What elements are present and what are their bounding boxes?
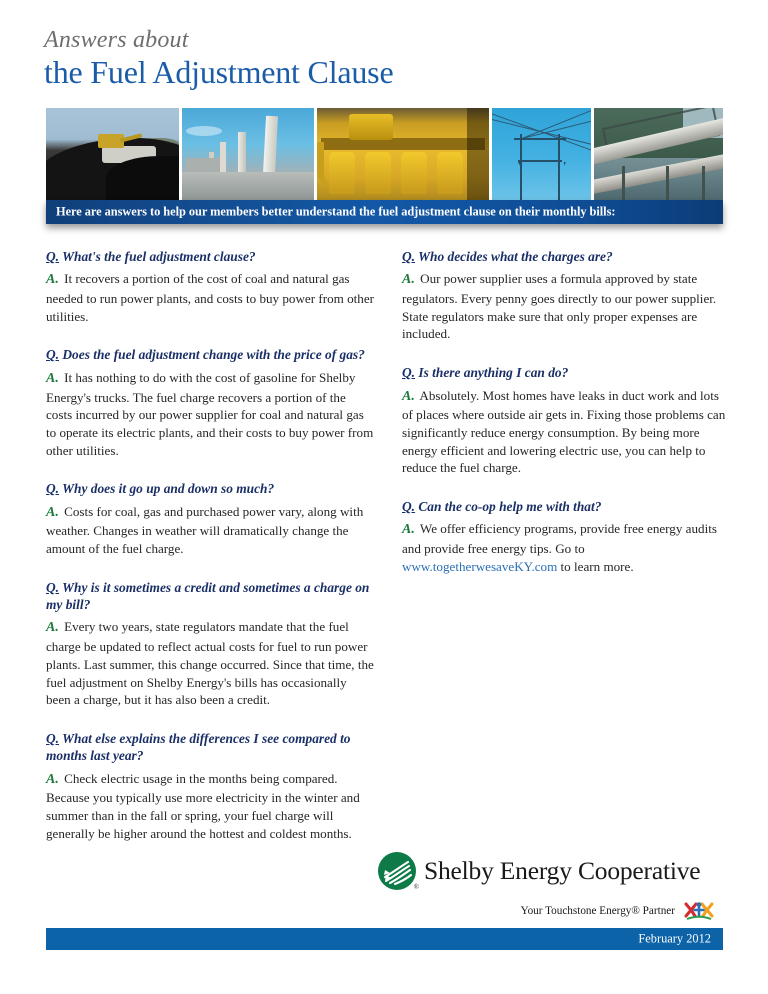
answer-body: Check electric usage in the months being compared. Because you typically use more electricity in the winter and summer than in the fall or spring, your fuel charge will generally be higher around the hottest and coldest months. [46,770,360,841]
page-kicker: Answers about [44,27,189,53]
question-body: What else explains the differences I see compared to months last year? [46,730,351,764]
intro-banner-text: Here are answers to help our members better understand the fuel adjustment clause on their monthly bills: [56,204,616,219]
coal-conveyor-photo [594,108,723,200]
logo-block [378,852,718,921]
answer-mark-label: A. [46,504,59,520]
transmission-tower-photo [492,108,592,200]
photo-strip [46,108,723,200]
engine-cylinder-shape [365,152,391,194]
question-mark-label: Q. [402,498,416,514]
qa-block [402,498,730,575]
coal-pile-bulldozer-photo [46,108,179,200]
registered-mark: ® [413,883,419,891]
answer-body: We offer efficiency programs, provide free energy audits and provide free energy tips. Go to [402,521,717,557]
qa-block [46,730,374,843]
question-body: Does the fuel adjustment change with the price of gas? [59,347,365,363]
touchstone-energy-icon [682,900,716,921]
conveyor-leg-shape [666,166,669,200]
answer-text [46,503,374,558]
conveyor-leg-shape [702,166,705,200]
question-body: Why does it go up and down so much? [59,481,275,497]
question-body: Why is it sometimes a credit and sometimes a charge on my bill? [46,579,370,613]
answer-body: Costs for coal, gas and purchased power vary, along with weather. Changes in weather will dramatically change the amount of the fuel charge. [46,503,364,557]
question-mark-label: Q. [402,249,416,264]
question-body: Is there anything I can do? [415,365,569,381]
qa-block [402,248,730,343]
answer-text [46,270,374,325]
footer-bar [46,928,723,950]
answer-text [402,387,730,477]
answer-mark-label: A. [46,620,59,636]
plant-building-shape [182,172,315,200]
engine-header-shape [321,138,485,150]
answer-body: Our power supplier uses a formula approved by state regulators. Every penny goes directly to our power supplier. State regulators make sure that only proper expenses are included. [402,271,717,342]
answer-mark-label: A. [402,522,415,538]
togetherwesave-link[interactable]: www.togetherwesaveKY.com [402,558,558,574]
answer-body-tail: to learn more. [557,558,634,574]
page-title: the Fuel Adjustment Clause [44,54,394,91]
question-text [402,498,730,515]
engine-cylinder-shape [437,152,463,194]
answer-text [402,270,730,343]
company-name: Shelby Energy Cooperative [424,856,701,885]
question-text [46,579,374,614]
qa-column-right [402,248,730,863]
qa-block [46,248,374,325]
question-mark-label: Q. [46,347,60,363]
question-text [402,364,730,381]
tagline-row [378,900,718,921]
question-text [46,730,374,765]
answer-body: It recovers a portion of the cost of coal and natural gas needed to run power plants, and costs to buy power from other utilities. [46,271,374,324]
answer-body: Absolutely. Most homes have leaks in duct work and lots of places where outside air gets in. Fixing those problems can significantly reduce energy consumption. By being more energy efficient and lowering electric use, you can help to reduce the fuel charge. [402,387,726,476]
question-text [46,346,374,363]
answer-mark-label: A. [402,272,415,288]
answer-mark-label: A. [46,370,59,386]
logo-row [378,852,718,890]
engine-cylinder-shape [401,152,427,194]
answer-text [46,369,374,459]
qa-column-left [46,248,374,863]
answer-mark-label: A. [402,388,415,404]
conveyor-leg-shape [622,166,625,200]
question-mark-label: Q. [46,481,60,497]
shelby-energy-logo-icon [378,852,419,891]
answer-body: Every two years, state regulators mandate that the fuel charge be updated to reflect actual costs for fuel to run power plants. Last summer, this change occurred. Since that time, the fuel adjustment on Shelby Energy's bills has occasionally been a charge, but it has also been a credit. [46,619,374,708]
engine-box-shape [349,114,393,140]
cloud-shape [186,126,222,136]
touchstone-tagline: Your Touchstone Energy® Partner [520,904,675,917]
yellow-generator-engine-photo [317,108,488,200]
qa-columns [46,248,730,863]
question-text [46,480,374,497]
question-body: What's the fuel adjustment clause? [59,249,256,264]
question-text [46,248,374,265]
answer-mark-label: A. [46,771,59,787]
qa-block [46,579,374,709]
qa-block [46,346,374,459]
question-mark-label: Q. [46,249,60,264]
power-plant-smokestacks-photo [182,108,315,200]
question-text [402,248,730,265]
answer-text [46,618,374,708]
question-body: Can the co-op help me with that? [415,498,602,514]
footer-date: February 2012 [638,931,711,946]
question-body: Who decides what the charges are? [415,249,613,264]
engine-shadow-shape [467,108,489,200]
page-header [44,28,734,91]
qa-block [402,364,730,477]
question-mark-label: Q. [46,579,60,595]
qa-block [46,480,374,557]
answer-text [402,520,730,575]
question-mark-label: Q. [46,730,60,746]
tower-crossarm-shape [518,160,562,162]
question-mark-label: Q. [402,365,416,381]
answer-text [46,770,374,843]
engine-pipe-shape [317,142,342,186]
answer-body: It has nothing to do with the cost of gasoline for Shelby Energy's trucks. The fuel charge recovers a portion of the costs incurred by our power supplier for coal and natural gas to operate its electric plants, and their costs to buy power from other utilities. [46,369,374,458]
answer-mark-label: A. [46,272,59,288]
intro-banner [46,200,723,224]
